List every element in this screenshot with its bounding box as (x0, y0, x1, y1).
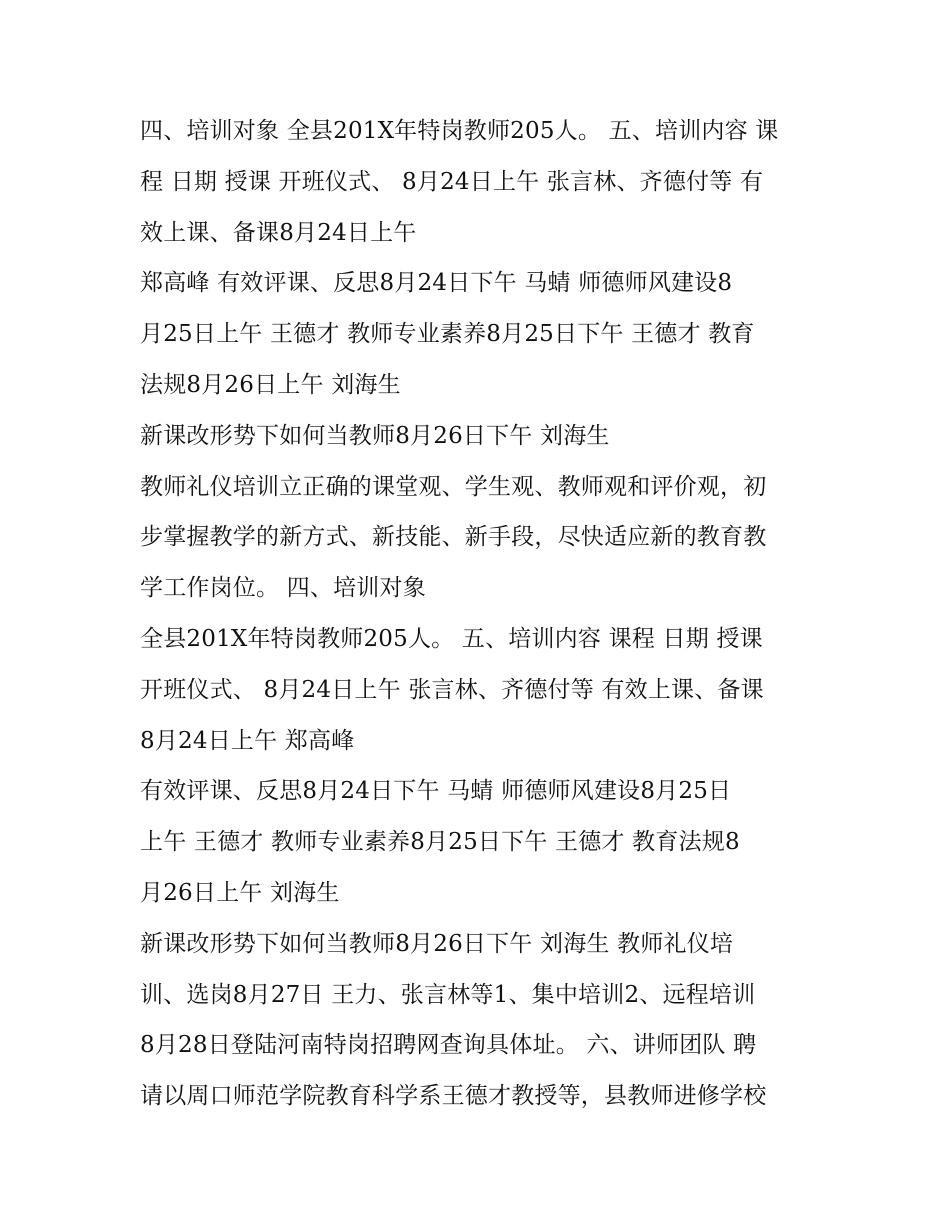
text-line: 郑高峰 有效评课、反思8月24日下午 马蜻 师德师风建设8 (140, 270, 733, 297)
text-line: 8月28日登陆河南特岗招聘网查询具体址。 六、讲师团队 聘 (140, 1032, 757, 1059)
text-line: 月26日上午 刘海生 (140, 879, 340, 906)
text-line: 法规8月26日上午 刘海生 (140, 371, 401, 398)
text-line: 全县201X年特岗教师205人。 五、培训内容 课程 日期 授课 (140, 625, 763, 652)
text-line: 步掌握教学的新方式、新技能、新手段，尽快适应新的教育教 (140, 524, 767, 551)
text-line: 新课改形势下如何当教师8月26日下午 刘海生 (140, 422, 610, 449)
text-line: 效上课、备课8月24日上午 (140, 219, 417, 246)
text-line: 程 日期 授课 开班仪式、 8月24日上午 张言林、齐德付等 有 (140, 168, 764, 195)
text-line: 请以周口师范学院教育科学系王德才教授等，县教师进修学校 (140, 1083, 767, 1110)
text-line: 有效评课、反思8月24日下午 马蜻 师德师风建设8月25日 (140, 778, 732, 805)
text-line: 上午 王德才 教师专业素养8月25日下午 王德才 教育法规8 (140, 829, 740, 856)
text-line: 学工作岗位。 四、培训对象 (140, 575, 426, 602)
text-line: 8月24日上午 郑高峰 (140, 727, 355, 754)
text-line: 开班仪式、 8月24日上午 张言林、齐德付等 有效上课、备课 (140, 676, 764, 703)
text-line: 教师礼仪培训立正确的课堂观、学生观、教师观和评价观，初 (140, 473, 767, 500)
text-line: 月25日上午 王德才 教师专业素养8月25日下午 王德才 教育 (140, 321, 755, 348)
document-body (140, 106, 820, 1122)
text-line: 训、选岗8月27日 王力、张言林等1、集中培训2、远程培训 (140, 981, 756, 1008)
text-line: 新课改形势下如何当教师8月26日下午 刘海生 教师礼仪培 (140, 930, 734, 957)
text-line: 四、培训对象 全县201X年特岗教师205人。 五、培训内容 课 (140, 118, 779, 144)
